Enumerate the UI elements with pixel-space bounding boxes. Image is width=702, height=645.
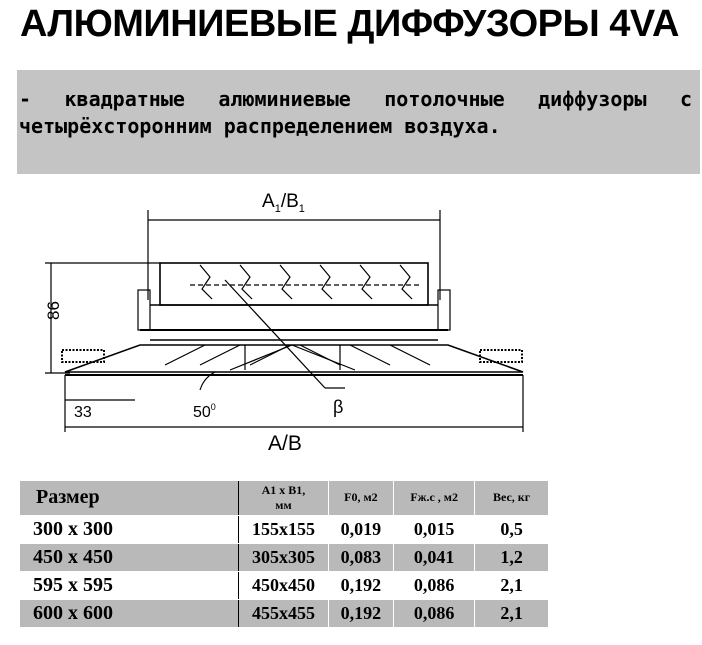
cell-a1b1: 305x305: [239, 543, 328, 571]
table-row: [20, 543, 549, 571]
cell-weight: 1,2: [475, 543, 548, 571]
cell-fzhs: 0,041: [394, 543, 475, 571]
table-row: [20, 571, 549, 599]
cell-f0: 0,192: [328, 599, 394, 627]
cell-a1b1: 155x155: [239, 515, 328, 543]
cell-f0: 0,192: [328, 571, 394, 599]
page-title: АЛЮМИНИЕВЫЕ ДИФФУЗОРЫ 4VA: [20, 3, 679, 45]
cell-f0: 0,083: [328, 543, 394, 571]
header-f0: F0, м2: [328, 481, 394, 515]
cell-fzhs: 0,086: [394, 599, 475, 627]
label-angle: $50^0$: [193, 402, 216, 421]
label-bottom-dimension: A/B: [268, 432, 302, 455]
header-size: Размер: [20, 481, 239, 515]
label-offset: 33: [74, 404, 92, 421]
cell-size: 595 x 595: [20, 571, 239, 599]
header-a1b1: A1 x B1, мм: [239, 481, 328, 515]
cell-fzhs: 0,086: [394, 571, 475, 599]
cell-a1b1: 455x455: [239, 599, 328, 627]
cell-size: 300 x 300: [20, 515, 239, 543]
cell-size: 600 x 600: [20, 599, 239, 627]
cell-fzhs: 0,015: [394, 515, 475, 543]
table-row: [20, 599, 549, 627]
cell-a1b1: 450x450: [239, 571, 328, 599]
diffuser-drawing: [0, 175, 560, 465]
label-top-dimension: $A_1/B_1$: [262, 191, 305, 215]
specs-table: [19, 481, 548, 628]
label-height: 86: [44, 301, 63, 320]
table-header-row: [20, 481, 549, 515]
cell-size: 450 x 450: [20, 543, 239, 571]
cell-f0: 0,019: [328, 515, 394, 543]
dimension-labels: [44, 191, 343, 455]
header-fzhs: Fж.с , м2: [394, 481, 475, 515]
header-weight: Вес, кг: [475, 481, 548, 515]
description-box: [17, 70, 700, 174]
cell-weight: 0,5: [475, 515, 548, 543]
cell-weight: 2,1: [475, 571, 548, 599]
cell-weight: 2,1: [475, 599, 548, 627]
table-row: [20, 515, 549, 543]
label-beta: β: [333, 397, 344, 417]
description-text: - квадратные алюминиевые потолочные диффузоры с четырёхсторонним распределением воздуха.: [19, 87, 692, 138]
